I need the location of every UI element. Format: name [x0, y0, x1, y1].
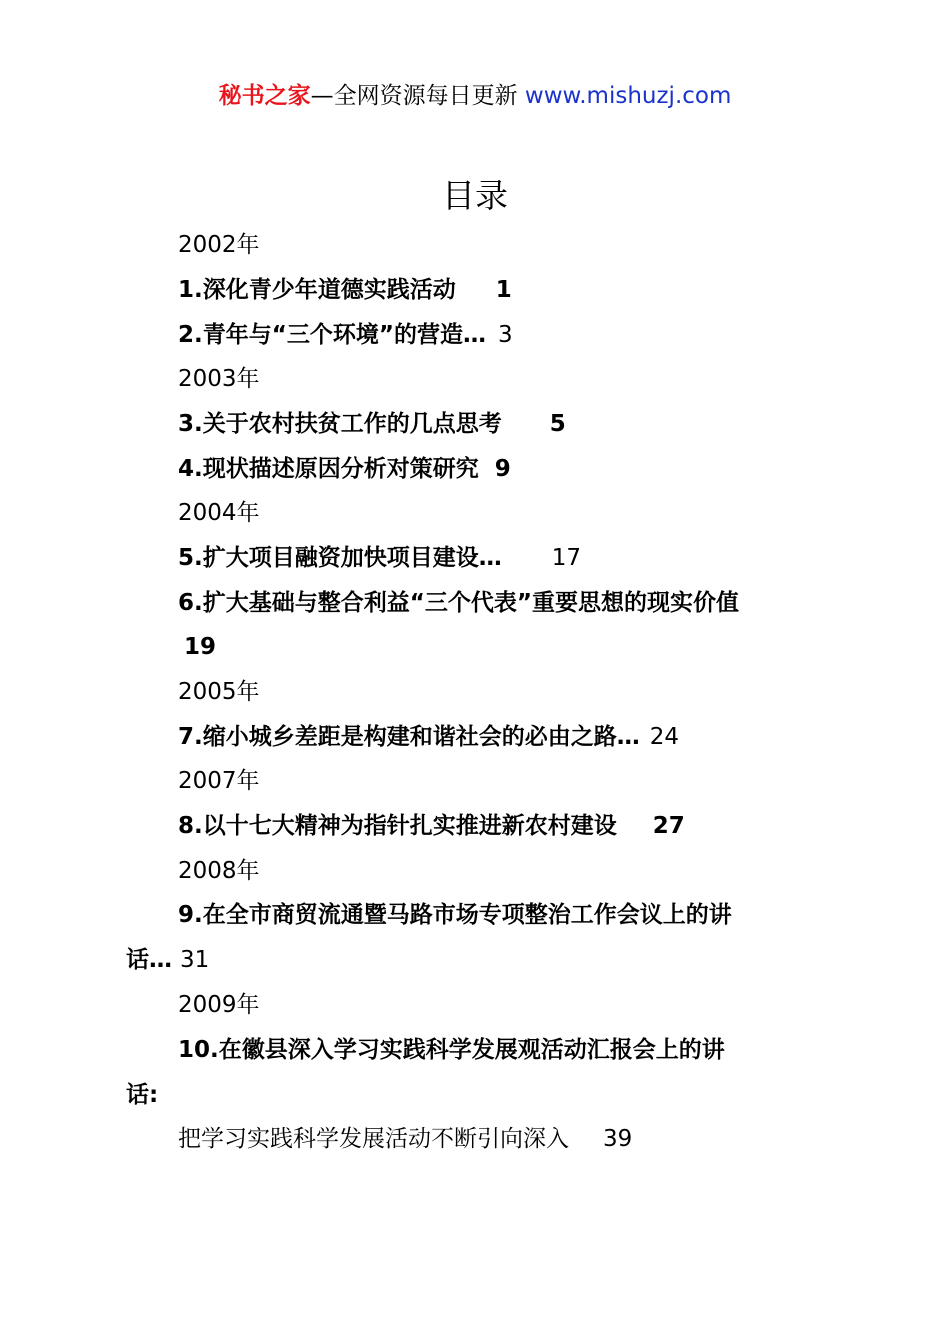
toc-year-2007: 2007年 [178, 768, 260, 794]
toc-year-2004: 2004年 [178, 500, 260, 526]
toc-title: 目录 [442, 176, 508, 215]
toc-entry-title: 6.扩大基础与整合利益“三个代表”重要思想的现实价值 [178, 590, 739, 616]
toc-entry-subtitle: 把学习实践科学发展活动不断引向深入 [178, 1126, 569, 1152]
toc-entry-title: 9.在全市商贸流通暨马路市场专项整治工作会议上的讲 [178, 902, 732, 928]
site-header [0, 80, 950, 112]
toc-entry-2[interactable] [178, 320, 513, 350]
toc-entry-title: 8.以十七大精神为指针扎实推进新农村建设 [178, 813, 617, 839]
toc-entry-10-cont [126, 1080, 158, 1110]
toc-entry-7[interactable] [178, 722, 679, 752]
toc-entry-title-cont: 话… [126, 947, 172, 973]
toc-year-2002: 2002年 [178, 232, 260, 258]
toc-year-2005: 2005年 [178, 679, 260, 705]
toc-entry-title: 10.在徽县深入学习实践科学发展观活动汇报会上的讲 [178, 1037, 725, 1063]
toc-entry-title: 7.缩小城乡差距是构建和谐社会的必由之路… [178, 724, 640, 750]
toc-year-2009: 2009年 [178, 992, 260, 1018]
toc-entry-page: 17 [551, 545, 582, 571]
toc-entry-page: 31 [180, 947, 210, 973]
toc-entry-9[interactable] [178, 900, 732, 930]
toc-entry-page: 3 [497, 322, 513, 348]
toc-entry-title: 3.关于农村扶贫工作的几点思考 [178, 411, 502, 437]
toc-entry-page: 27 [652, 813, 685, 839]
toc-entry-page: 1 [495, 277, 512, 303]
toc-entry-page: 24 [649, 724, 680, 750]
toc-entry-3[interactable] [178, 409, 566, 439]
toc-entry-8[interactable] [178, 811, 685, 841]
toc-entry-10[interactable] [178, 1035, 725, 1065]
toc-year-2003: 2003年 [178, 366, 260, 392]
toc-entry-1[interactable] [178, 275, 512, 305]
toc-entry-title: 1.深化青少年道德实践活动 [178, 277, 456, 303]
toc-entry-4[interactable] [178, 454, 511, 484]
toc-entry-title: 5.扩大项目融资加快项目建设… [178, 545, 502, 571]
toc-entry-page: 5 [549, 411, 566, 437]
toc-entry-title: 4.现状描述原因分析对策研究 [178, 456, 479, 482]
toc-entry-page: 39 [603, 1126, 633, 1152]
site-brand: 秘书之家 [218, 83, 311, 109]
toc-entry-10-subtitle-line[interactable] [178, 1124, 632, 1154]
toc-entry-5[interactable] [178, 543, 581, 573]
toc-entry-page: 19 [184, 634, 217, 660]
site-tagline: —全网资源每日更新 [310, 83, 518, 109]
toc-entry-page: 9 [494, 456, 511, 482]
toc-year-2008: 2008年 [178, 858, 260, 884]
toc-entry-title: 2.青年与“三个环境”的营造… [178, 322, 486, 348]
site-url[interactable]: www.mishuzj.com [524, 83, 732, 109]
toc-entry-6-page-line [178, 632, 216, 662]
toc-entry-9-cont [126, 945, 209, 975]
toc-entry-6[interactable] [178, 588, 739, 618]
toc-entry-title-cont: 话: [126, 1082, 159, 1108]
